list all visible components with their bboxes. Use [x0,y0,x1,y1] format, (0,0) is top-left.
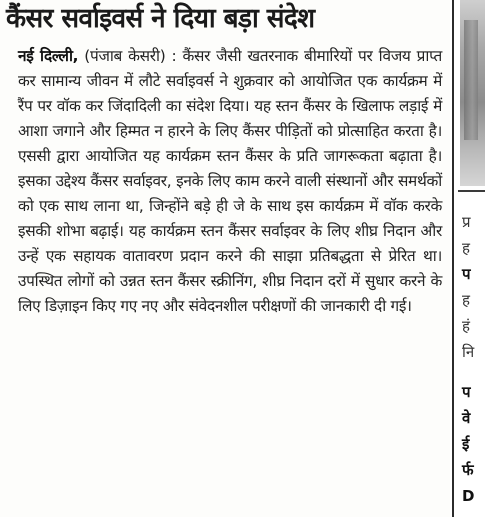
adjacent-fragment: वे [462,409,471,427]
adjacent-fragment: ई [462,435,470,453]
adjacent-fragment: नि [462,343,475,361]
adjacent-fragment: हं [462,317,470,335]
adjacent-fragment: र्फ [462,461,474,479]
adjacent-fragment: प [462,383,471,401]
source-credit: (पंजाब केसरी) : [84,47,177,65]
headline: कैंसर सर्वाइवर्स ने दिया बड़ा संदेश [6,3,315,34]
adjacent-fragment: D [462,487,475,505]
adjacent-fragment: ह [462,239,470,257]
dateline: नई दिल्ली, [18,47,79,65]
article-body [18,44,442,319]
adjacent-fragment: प [462,265,471,283]
adjacent-fragment: ह [462,291,470,309]
adjacent-photo [460,0,485,186]
adjacent-column [452,0,485,517]
body-text: कैंसर जैसी खतरनाक बीमारियों पर विजय प्राप्त कर सामान्य जीवन में लौटे सर्वाइवर्स ने शुक्रवार को आयोजित एक कार्यक्रम में रैंप पर वॉक कर जिंदादिली का संदेश दिया। यह स्तन कैंसर के खिलाफ लड़ाई में आशा जगाने और हिम्मत न हारने के लिए कैंसर पीड़ितों को प्रोत्साहित करता है। एससी द्वारा आयोजित यह कार्यक्रम स्तन कैंसर के प्रति जागरूकता बढ़ाता है। इसका उद्देश्य कैंसर सर्वाइवर, इनके लिए काम करने वाली संस्थानों और समर्थकों को एक साथ लाना था, जिन्होंने बड़े ही जे के साथ इस कार्यक्रम में वॉक करके इसकी शोभा बढ़ाई। यह कार्यक्रम स्तन कैंसर सर्वाइवर के लिए शीघ्र निदान और उन्हें एक सहायक वातावरण प्रदान करने की साझा प्रतिबद्धता से प्रेरित था। उपस्थित लोगों को उन्नत स्तन कैंसर स्क्रीनिंग, शीघ्र निदान दरों में सुधार करने के लिए डिज़ाइन किए गए नए और संवेदनशील परीक्षणों की जानकारी दी गई। [18,47,442,315]
adjacent-fragment: प्र [462,213,471,231]
photo-divider [458,190,485,192]
